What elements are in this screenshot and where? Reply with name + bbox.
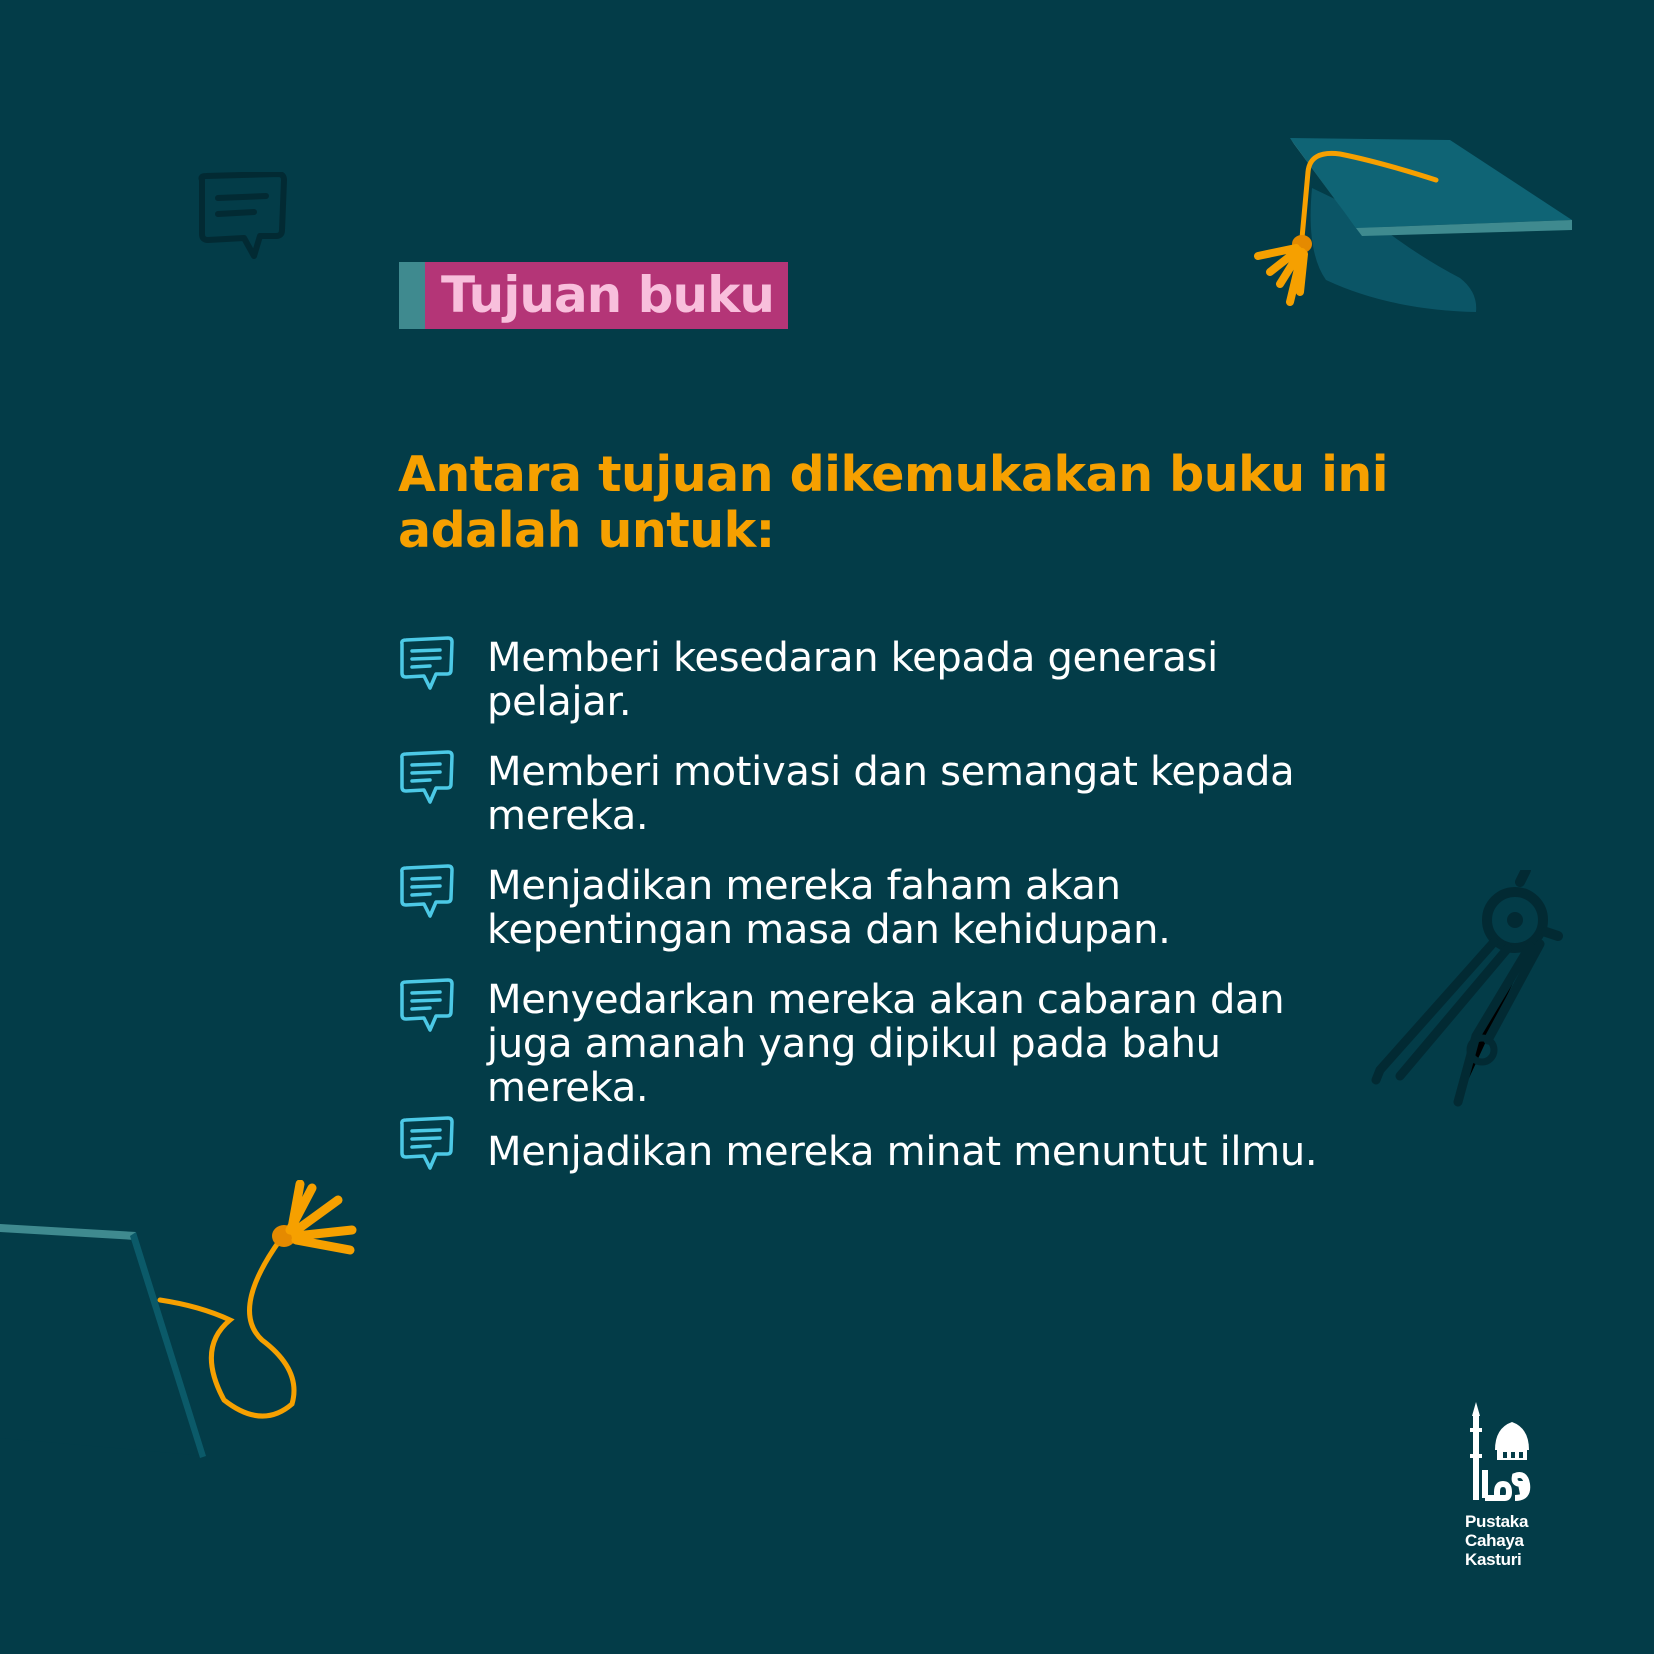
chat-bubble-icon xyxy=(398,750,454,808)
list-item-text: Menjadikan mereka faham akan kepentingan masa dan kehidupan. xyxy=(487,863,1171,953)
chat-bubble-icon xyxy=(398,1116,454,1174)
chat-bubble-icon xyxy=(398,864,454,922)
logo-text-line: Cahaya xyxy=(1465,1531,1524,1550)
list-item-text: Memberi kesedaran kepada generasi pelajar. xyxy=(487,635,1218,725)
chat-bubble-icon xyxy=(398,636,454,694)
list-item-text: Menjadikan mereka minat menuntut ilmu. xyxy=(487,1129,1318,1175)
tag-label: Tujuan buku xyxy=(425,262,788,329)
compass-icon xyxy=(1370,870,1570,1110)
logo-text-line: Pustaka xyxy=(1465,1512,1529,1531)
list-item-text: Memberi motivasi dan semangat kepada mereka. xyxy=(487,749,1295,839)
list-item-text: Menyedarkan mereka akan cabaran dan juga amanah yang dipikul pada bahu mereka. xyxy=(487,977,1285,1111)
graduation-cap-icon xyxy=(0,1180,370,1460)
chat-bubble-icon xyxy=(398,978,454,1036)
tag-accent-bar xyxy=(399,262,425,329)
intro-heading: Antara tujuan dikemukakan buku ini adalah untuk: xyxy=(398,446,1389,559)
section-tag xyxy=(399,262,788,329)
chat-bubble-outline-icon xyxy=(196,172,288,264)
logo-text-line: Kasturi xyxy=(1465,1550,1522,1569)
publisher-logo xyxy=(1465,1398,1535,1569)
mosque-logo-icon xyxy=(1465,1398,1535,1512)
graduation-cap-icon xyxy=(1210,132,1580,332)
